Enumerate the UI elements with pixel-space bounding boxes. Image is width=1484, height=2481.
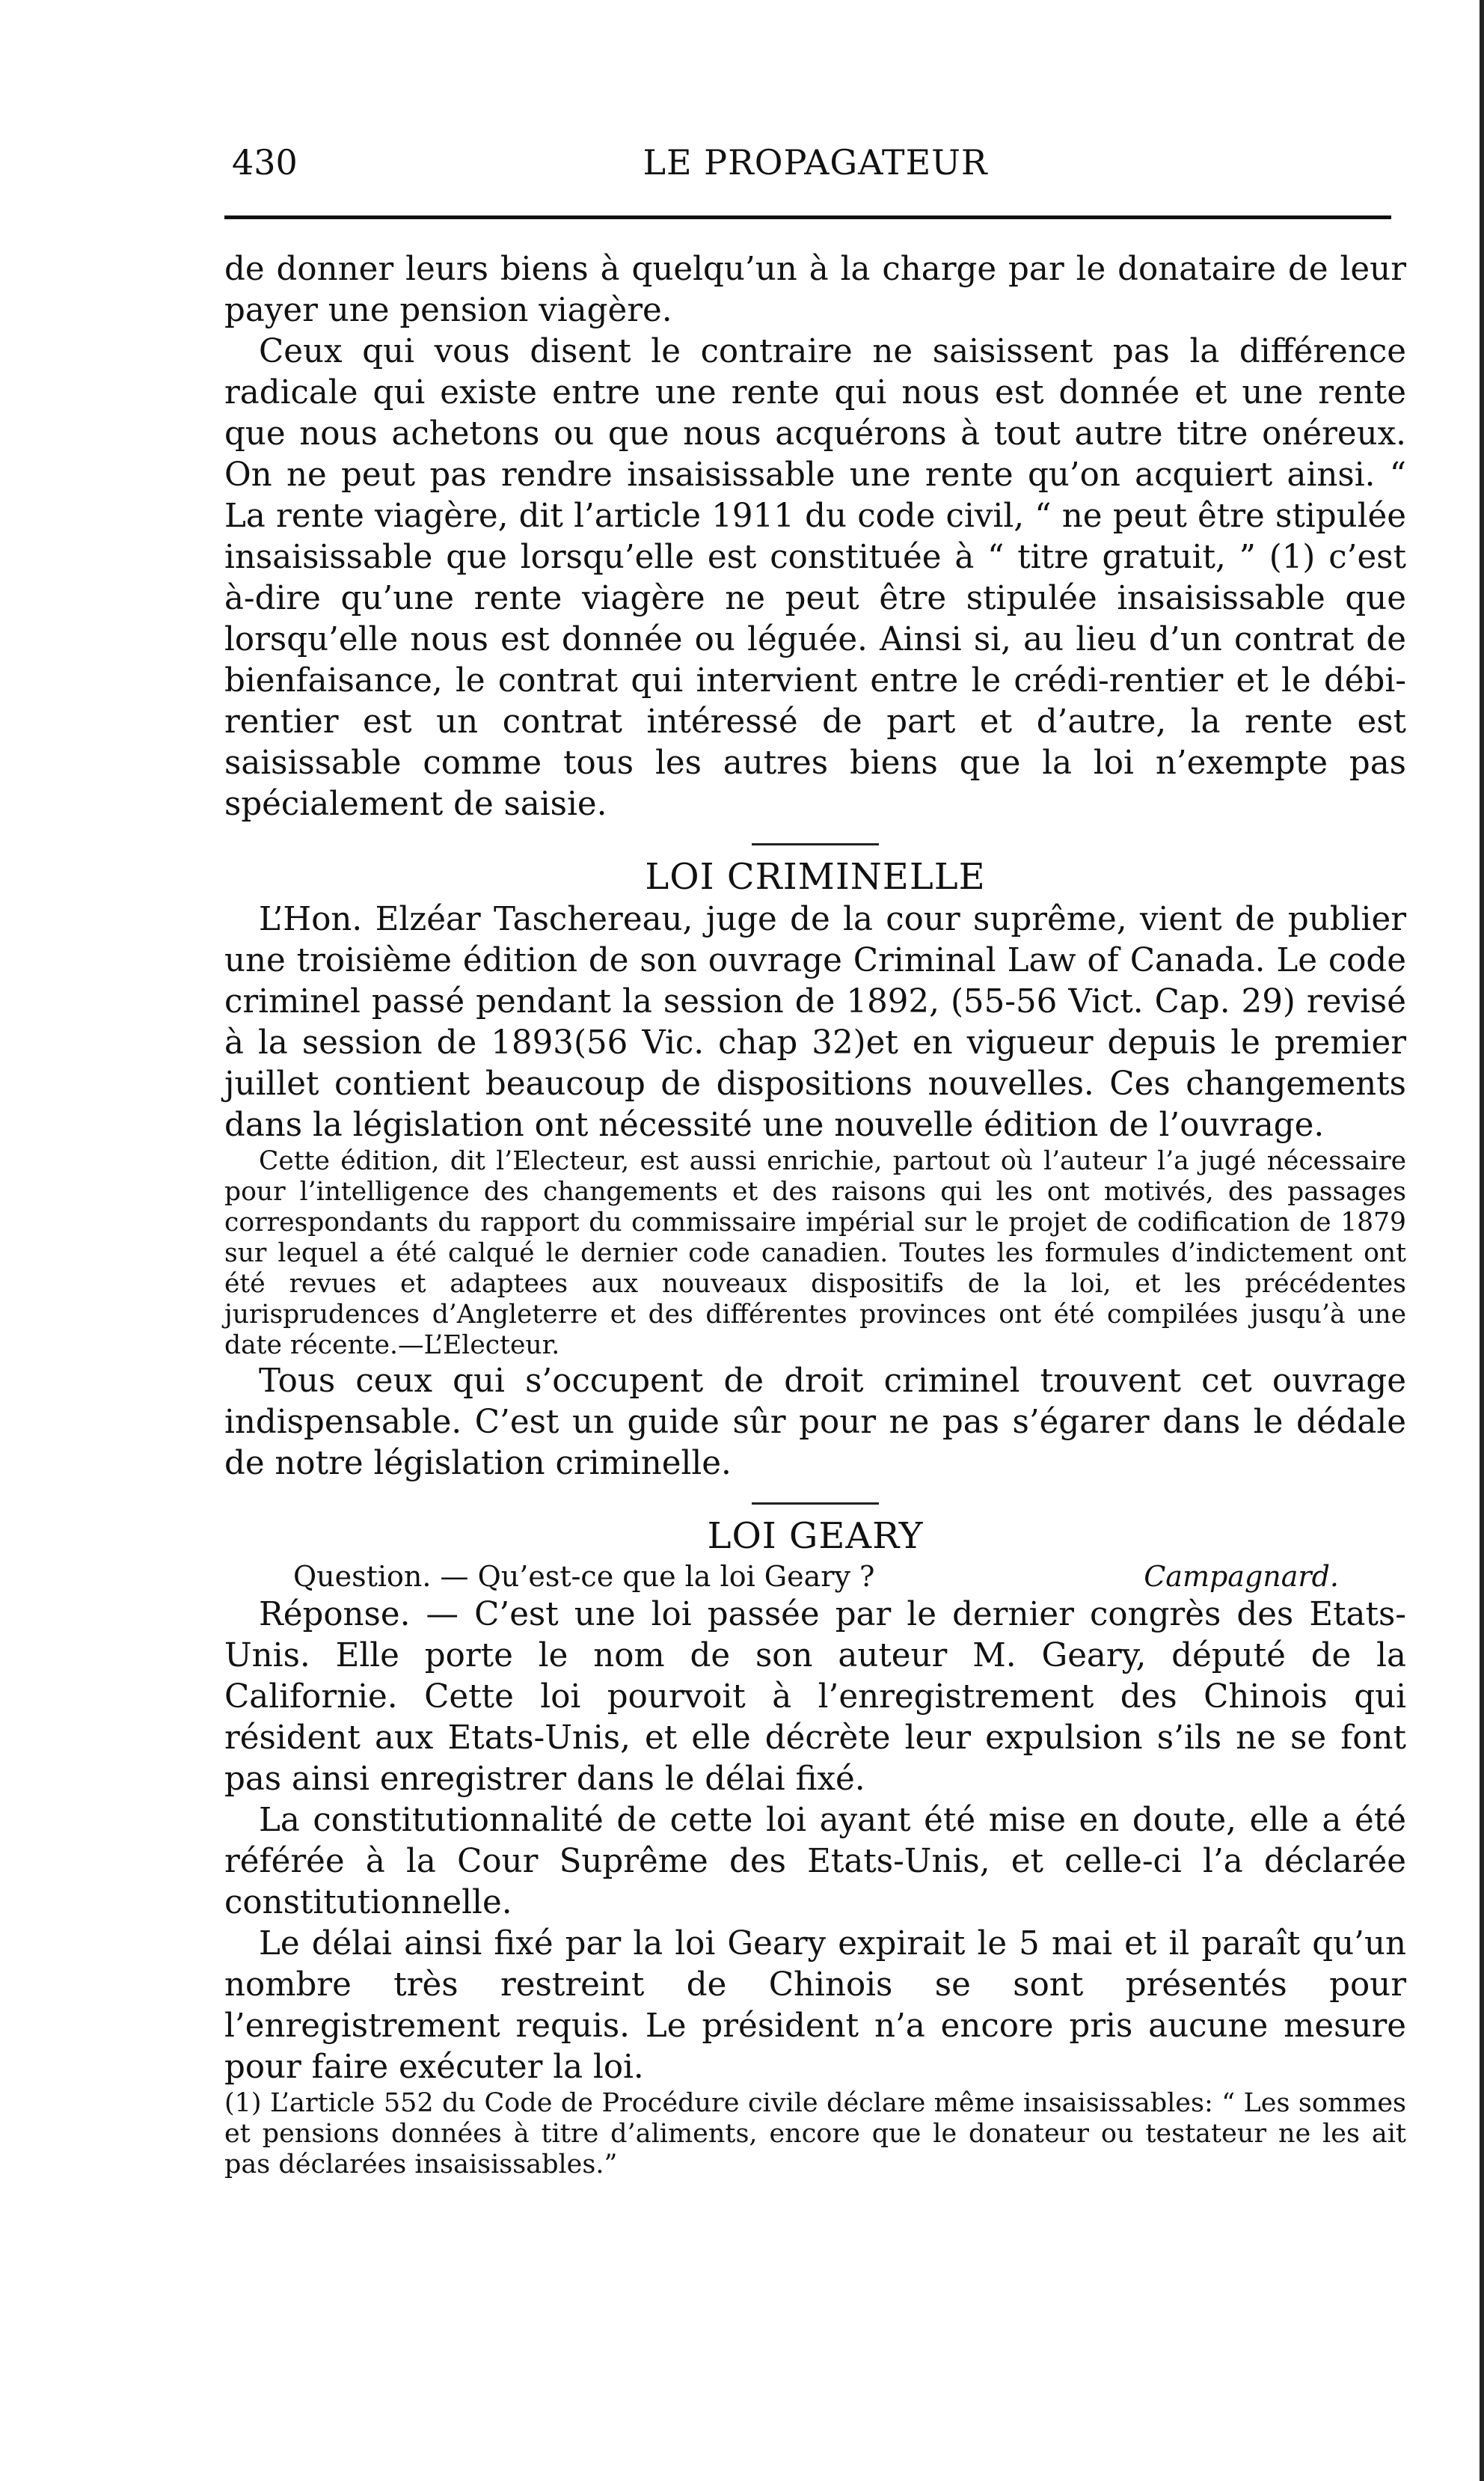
section-separator: [752, 1502, 879, 1505]
paragraph: Réponse. — C’est une loi passée par le dernier congrès des Etats-Unis. Elle porte le nom de son auteur M. Geary, député de la Californie. Cette loi pourvoit à l’enregistrement des Chinois qui résident aux Etats-Unis, et elle décrète leur expulsion s’ils ne se font pas ainsi enregistrer dans le délai fixé.: [224, 1596, 1406, 1798]
paragraph: La constitutionnalité de cette loi ayant été mise en doute, elle a été référée à la Cour Suprême des Etats-Unis, et celle-ci l’a déclarée constitutionnelle.: [224, 1802, 1406, 1921]
section-heading: LOI CRIMINELLE: [645, 856, 986, 898]
page-header: [224, 127, 1406, 187]
paragraph: de donner leurs biens à quelqu’un à la charge par le donataire de leur payer une pension viagère.: [224, 251, 1406, 329]
header-rule: [224, 215, 1391, 219]
section-heading: LOI GEARY: [707, 1515, 924, 1557]
paragraph: Ceux qui vous disent le contraire ne saisissent pas la différence radicale qui existe entre une rente qui nous est donnée et une rente que nous achetons ou que nous acquérons à tout autre titre onéreux. On ne peut pas rendre insaisissable une rente qu’on acquiert ainsi. “ La rente viagère, dit l’article 1911 du code civil, “ ne peut être stipulée insaisissable que lorsqu’elle est constituée à “ titre gratuit, ” (1) c’est à-dire qu’une rente viagère ne peut être stipulée insaisissable que lorsqu’elle nous est donnée ou léguée. Ainsi si, au lieu d’un contrat de bienfaisance, le contrat qui intervient entre le crédi-rentier et le débi-rentier est un contrat intéressé de part et d’autre, la rente est saisissable comme tous les autres biens que la loi n’exempte pas spécialement de saisie.: [224, 333, 1406, 823]
question-text: Question. — Qu’est-ce que la loi Geary ?: [293, 1560, 875, 1593]
running-title: LE PROPAGATEUR: [643, 142, 988, 183]
scan-edge: [1480, 0, 1484, 2481]
question-line: [224, 1558, 1406, 1594]
section-separator: [752, 843, 879, 845]
page-number: 430: [232, 142, 298, 183]
question-signature: Campagnard.: [1144, 1560, 1339, 1593]
quoted-paragraph: Cette édition, dit l’Electeur, est aussi enrichie, partout où l’auteur l’a jugé nécessaire pour l’intelligence des changements et des raisons qui les ont motivés, des passages correspondants du rapport du commissaire impérial sur le projet de codification de 1879 sur lequel a été calqué le dernier code canadien. Toutes les formules d’indictement ont été revues et adaptees aux nouveaux dispositifs de la loi, et les précédentes jurisprudences d’Angleterre et des différentes provinces ont été compilées jusqu’à une date récente.—L’Electeur.: [224, 1146, 1406, 1360]
document-page: [224, 127, 1406, 2180]
footnote: (1) L’article 552 du Code de Procédure civile déclare même insaisissables: “ Les sommes et pensions données à titre d’aliments, encore que le donateur ou testateur ne les ait pas déclarées insaisissables.”: [224, 2088, 1406, 2179]
paragraph: Tous ceux qui s’occupent de droit criminel trouvent cet ouvrage indispensable. C’est un guide sûr pour ne pas s’égarer dans le dédale de notre législation criminelle.: [224, 1362, 1406, 1482]
paragraph: L’Hon. Elzéar Taschereau, juge de la cour suprême, vient de publier une troisième édition de son ouvrage Criminal Law of Canada. Le code criminel passé pendant la session de 1892, (55-56 Vict. Cap. 29) revisé à la session de 1893(56 Vic. chap 32)et en vigueur depuis le premier juillet contient beaucoup de dispositions nouvelles. Ces changements dans la législation ont nécessité une nouvelle édition de l’ouvrage.: [224, 901, 1406, 1144]
paragraph: Le délai ainsi fixé par la loi Geary expirait le 5 mai et il paraît qu’un nombre très restreint de Chinois se sont présentés pour l’enregistrement requis. Le président n’a encore pris aucune mesure pour faire exécuter la loi.: [224, 1925, 1406, 2086]
body-text: [224, 249, 1406, 2180]
